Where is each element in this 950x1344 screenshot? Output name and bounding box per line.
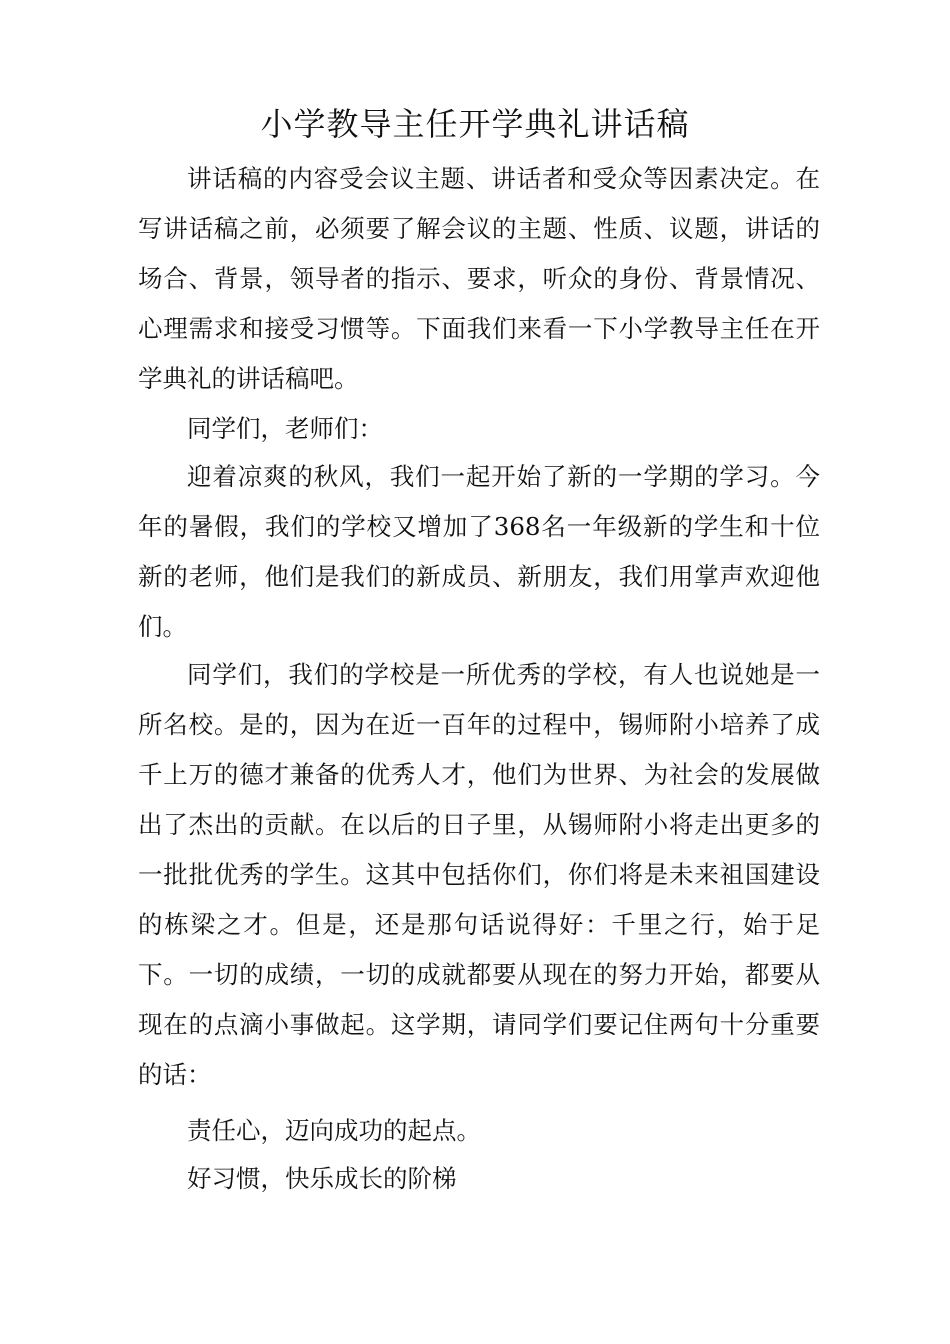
intro-paragraph: 讲话稿的内容受会议主题、讲话者和受众等因素决定。在写讲话稿之前，必须要了解会议的主题、性质、议题，讲话的场合、背景，领导者的指示、要求，听众的身份、背景情况、心理需求和接受习惯等。下面我们来看一下小学教导主任在开学典礼的讲话稿吧。 bbox=[138, 164, 820, 393]
school-paragraph: 同学们，我们的学校是一所优秀的学校，有人也说她是一所名校。是的，因为在近一百年的过程中，锡师附小培养了成千上万的德才兼备的优秀人才，他们为世界、为社会的发展做出了杰出的贡献。在以后的日子里，从锡师附小将走出更多的一批批优秀的学生。这其中包括你们，你们将是未来祖国建设的栋梁之才。但是，还是那句话说得好：千里之行，始于足下。一切的成绩，一切的成就都要从现在的努力开始，都要从现在的点滴小事做起。这学期，请同学们要记住两句十分重要的话： bbox=[138, 660, 820, 1089]
motto-line-responsibility: 责任心，迈向成功的起点。 bbox=[187, 1116, 481, 1145]
document-title: 小学教导主任开学典礼讲话稿 bbox=[260, 105, 690, 143]
welcome-paragraph: 迎着凉爽的秋风，我们一起开始了新的一学期的学习。今年的暑假，我们的学校又增加了368名一年级新的学生和十位新的老师，他们是我们的新成员、新朋友，我们用掌声欢迎他们。 bbox=[138, 462, 820, 641]
motto-line-habits: 好习惯，快乐成长的阶梯 bbox=[187, 1164, 457, 1193]
greeting-paragraph: 同学们，老师们： bbox=[187, 414, 383, 443]
